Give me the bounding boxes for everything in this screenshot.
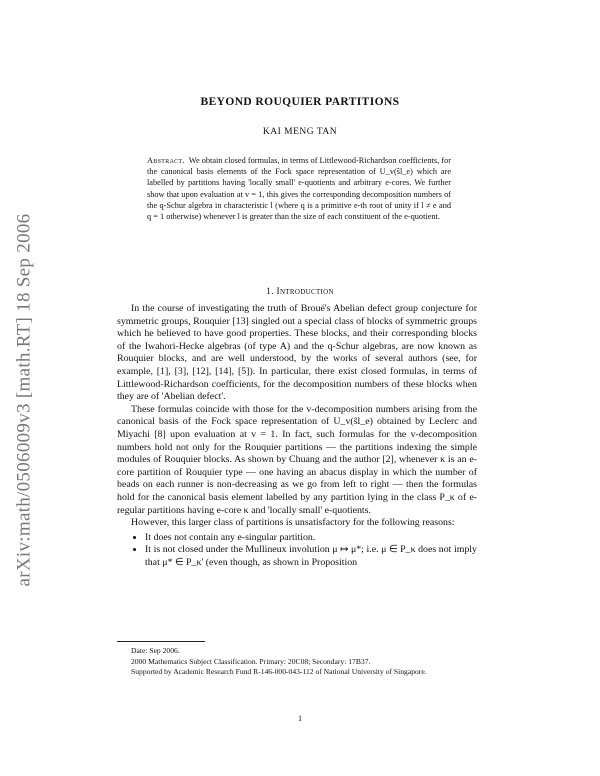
bullet-list xyxy=(117,532,477,570)
footnote: Supported by Academic Research Fund R-146-000-043-112 of National University of Singapore. xyxy=(131,667,427,677)
paper-author: KAI MENG TAN xyxy=(262,127,338,137)
section-heading: 1. Introduction xyxy=(266,287,334,297)
footnotes xyxy=(117,646,477,678)
arxiv-sidebar xyxy=(12,160,36,640)
bullet-item: • It does not contain any e-singular partition. xyxy=(145,532,477,545)
abstract-label: Abstract. xyxy=(147,156,185,165)
paragraph: These formulas coincide with those for the v-decomposition numbers arising from the canonical basis of the Fock space representation of U_v(ŝl_e) obtained by Leclerc and Miyachi [8] upon evaluation at v = 1. In fact, such formulas for the v-decomposition numbers hold not only for the Rouquier partitions — the partitions indexing the simple modules of Rouquier blocks. As shown by Chuang and the author [2], whenever κ is an e-core partition of Rouquier type — one having an abacus display in which the number of beads on each runner is non-decreasing as we go from left to right — then the formulas hold for the canonical basis element labelled by any partition lying in the class P_κ of e-regular partitions having e-core κ and 'locally small' e-quotients. xyxy=(117,403,477,516)
abstract xyxy=(147,155,451,222)
paragraph: In the course of investigating the truth of Broué's Abelian defect group conjecture for symmetric groups, Rouquier [13] singled out a special class of blocks of symmetric groups which he believed to have good properties. These blocks, and their corresponding blocks of the Iwahori-Hecke algebras (of type A) and the q-Schur algebras, are now known as Rouquier blocks, and are well understood, by the works of several authors (see, for example, [1], [3], [12], [14], [5]). In particular, there exist closed formulas, in terms of Littlewood-Richardson coefficients, for the decomposition numbers of these blocks when they are of 'Abelian defect'. xyxy=(117,303,477,403)
page-number: 1 xyxy=(298,714,302,723)
arxiv-identifier: arXiv:math/0506009v3 [math.RT] 18 Sep 2006 xyxy=(13,213,35,587)
footnote: 2000 Mathematics Subject Classification. Primary: 20C08; Secondary: 17B37. xyxy=(131,656,371,666)
footnote: Date: Sep 2006. xyxy=(131,646,180,655)
paragraph: However, this larger class of partitions is unsatisfactory for the following reasons: xyxy=(131,517,455,529)
bullet-item: • It is not closed under the Mullineux involution μ ↦ μ*; i.e. μ ∈ P_κ does not imply that μ* ∈ P_κ' (even though, as shown in Proposition xyxy=(145,544,477,569)
footnote-divider xyxy=(117,641,205,642)
paper-title: BEYOND ROUQUIER PARTITIONS xyxy=(200,96,400,108)
abstract-text: We obtain closed formulas, in terms of Littlewood-Richardson coefficients, for the canonical basis elements of the Fock space representation of U_v(ŝl_e) which are labelled by partitions having 'locally small' e-quotients and arbitrary e-cores. We further show that upon evaluation at v = 1, this gives the corresponding decomposition numbers of the q-Schur algebra in characteristic l (where q is a primitive e-th root of unity if l ≠ e and q = 1 otherwise) whenever l is greater than the size of each constituent of the e-quotient. xyxy=(147,156,451,222)
body-text xyxy=(117,303,477,569)
